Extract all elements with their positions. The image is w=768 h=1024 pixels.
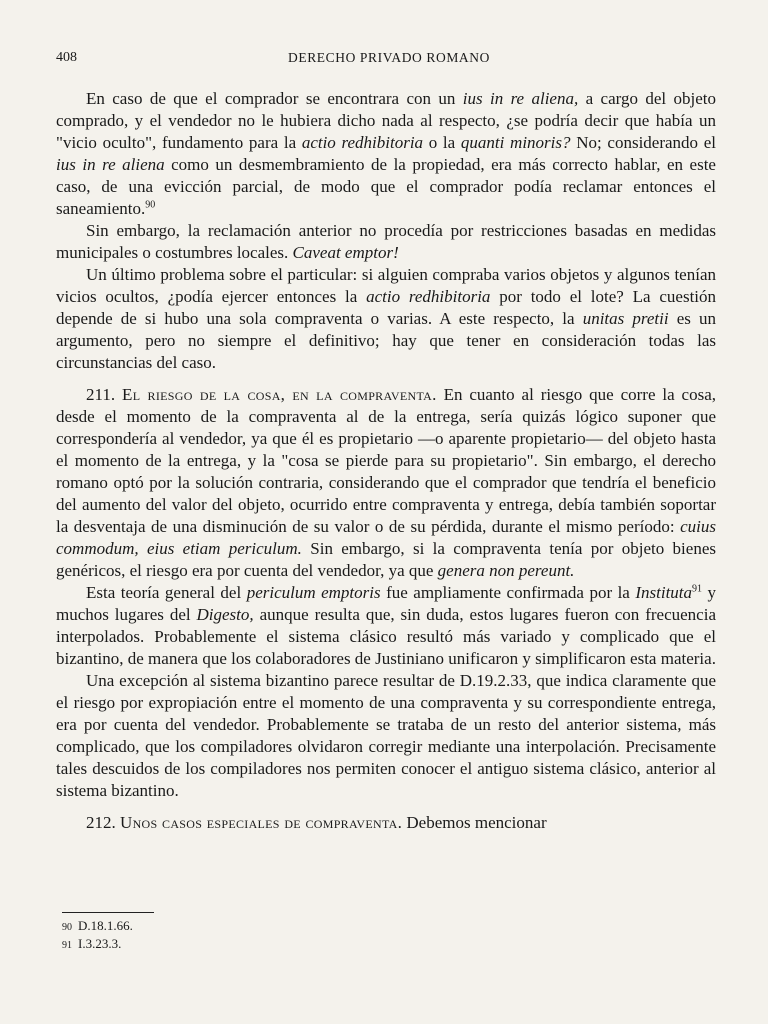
text-run: fue ampliamente confirmada por la [380, 583, 636, 602]
latin-term: genera non pereunt. [437, 561, 575, 580]
text-run: Sin embargo, la reclamación anterior no procedía por restricciones basadas en medidas municipales o costumbres locales. [56, 221, 716, 262]
running-title: DERECHO PRIVADO ROMANO [288, 50, 490, 65]
text-run: aunque resulta que, sin duda, estos lugares fueron con frecuencia interpolados. Probablemente el sistema clásico resultó más variado y complicado que el bizantino, de manera que los colaboradores de Justiniano unificaron y simplificaron esta materia. [56, 605, 716, 668]
section-number: 211. [86, 385, 116, 404]
text-run: No; considerando el [570, 133, 717, 152]
footnotes [62, 918, 133, 954]
latin-term: Digesto, [196, 605, 254, 624]
paragraph-varios-objetos [56, 264, 716, 374]
text-run: por todo el lote? La cuestión depende de si hubo una sola compraventa o varias. A este respecto, la [56, 287, 717, 328]
text-run: En cuanto al riesgo que corre la cosa, desde el momento de la compraventa al de la entrega, sería quizás lógico suponer que correspondería al vendedor, ya que él es propietario —o aparente propietario— del objeto hasta el momento de la entrega, y la "cosa se pierde para su propietario". Sin embargo, el derecho romano optó por la solución contraria, considerando que el comprador que tendría el beneficio del aumento del valor del objeto, ocurrido entre compraventa y entrega, debía también soportar la desventaja de una disminución de su valor o de su pérdida, durante el mismo período: [56, 385, 717, 536]
text-run: y muchos lugares del [56, 583, 716, 624]
body-text [56, 88, 716, 834]
text-run: es un argumento, pero no siempre el definitivo; hay que tener en consideración todas las circunstancias del caso. [56, 309, 716, 372]
latin-term: cuius commodum, eius etiam periculum. [56, 517, 716, 558]
page-number: 408 [56, 50, 77, 65]
latin-term: actio redhibitoria [366, 287, 491, 306]
section-heading: El riesgo de la cosa, en la compraventa. [122, 385, 437, 404]
latin-term: ius in re aliena [56, 155, 165, 174]
footnote-separator [62, 912, 154, 913]
latin-term: unitas pretii [582, 309, 669, 328]
paragraph-caveat-emptor [56, 220, 716, 264]
footnote-ref-91[interactable]: 91 [692, 583, 703, 595]
latin-term: ius in re aliena, [462, 89, 579, 108]
paragraph-periculum-emptoris [56, 582, 716, 670]
footnote-number: 90 [62, 922, 72, 933]
page-header [56, 50, 722, 72]
footnote-number: 91 [62, 940, 72, 951]
footnote-91 [62, 936, 133, 954]
text-run: o la [423, 133, 461, 152]
section-211 [56, 384, 716, 582]
section-212 [56, 812, 716, 834]
text-run: a cargo del objeto comprado, y el vendedor no le hubiera dicho nada al respecto, ¿se podría decir que había un "vicio oculto", fundamento para la [56, 89, 716, 152]
section-number: 212. [86, 813, 116, 832]
latin-term: periculum emptoris [246, 583, 381, 602]
latin-term: quanti minoris? [460, 133, 571, 152]
text-run: Esta teoría general del [86, 583, 247, 602]
text-run: Una excepción al sistema bizantino parece resultar de D.19.2.33, que indica claramente que el riesgo por expropiación entre el momento de una compraventa y su correspondiente entrega, era por cuenta del vendedor. Probablemente se trataba de un resto del anterior sistema, más complicado, que los compiladores olvidaron corregir mediante una interpolación. Precisamente tales descuidos de los compiladores nos permiten conocer el antiguo sistema clásico, anterior al sistema bizantino. [56, 671, 716, 800]
text-run: Sin embargo, si la compraventa tenía por objeto bienes genéricos, el riesgo era por cuenta del vendedor, ya que [56, 539, 716, 580]
text-run: Un último problema sobre el particular: si alguien compraba varios objetos y algunos tenían vicios ocultos, ¿podía ejercer entonces la [56, 265, 716, 306]
footnote-text: I.3.23.3. [78, 936, 122, 951]
latin-term: Instituta [635, 583, 693, 602]
text-run: En caso de que el comprador se encontrara con un [86, 89, 463, 108]
paragraph-ius-in-re-aliena [56, 88, 716, 220]
text-run: como un desmembramiento de la propiedad, era más correcto hablar, en este caso, de una evicción parcial, de modo que el comprador podía reclamar entonces el saneamiento. [56, 155, 716, 218]
footnote-ref-90[interactable]: 90 [145, 199, 156, 211]
footnote-text: D.18.1.66. [78, 918, 133, 933]
paragraph-excepcion-bizantina [56, 670, 716, 802]
section-heading: Unos casos especiales de compraventa. [120, 813, 403, 832]
latin-term: Caveat emptor! [292, 243, 399, 262]
latin-term: actio redhibitoria [301, 133, 424, 152]
text-run: Debemos mencionar [402, 813, 547, 832]
footnote-90 [62, 918, 133, 936]
